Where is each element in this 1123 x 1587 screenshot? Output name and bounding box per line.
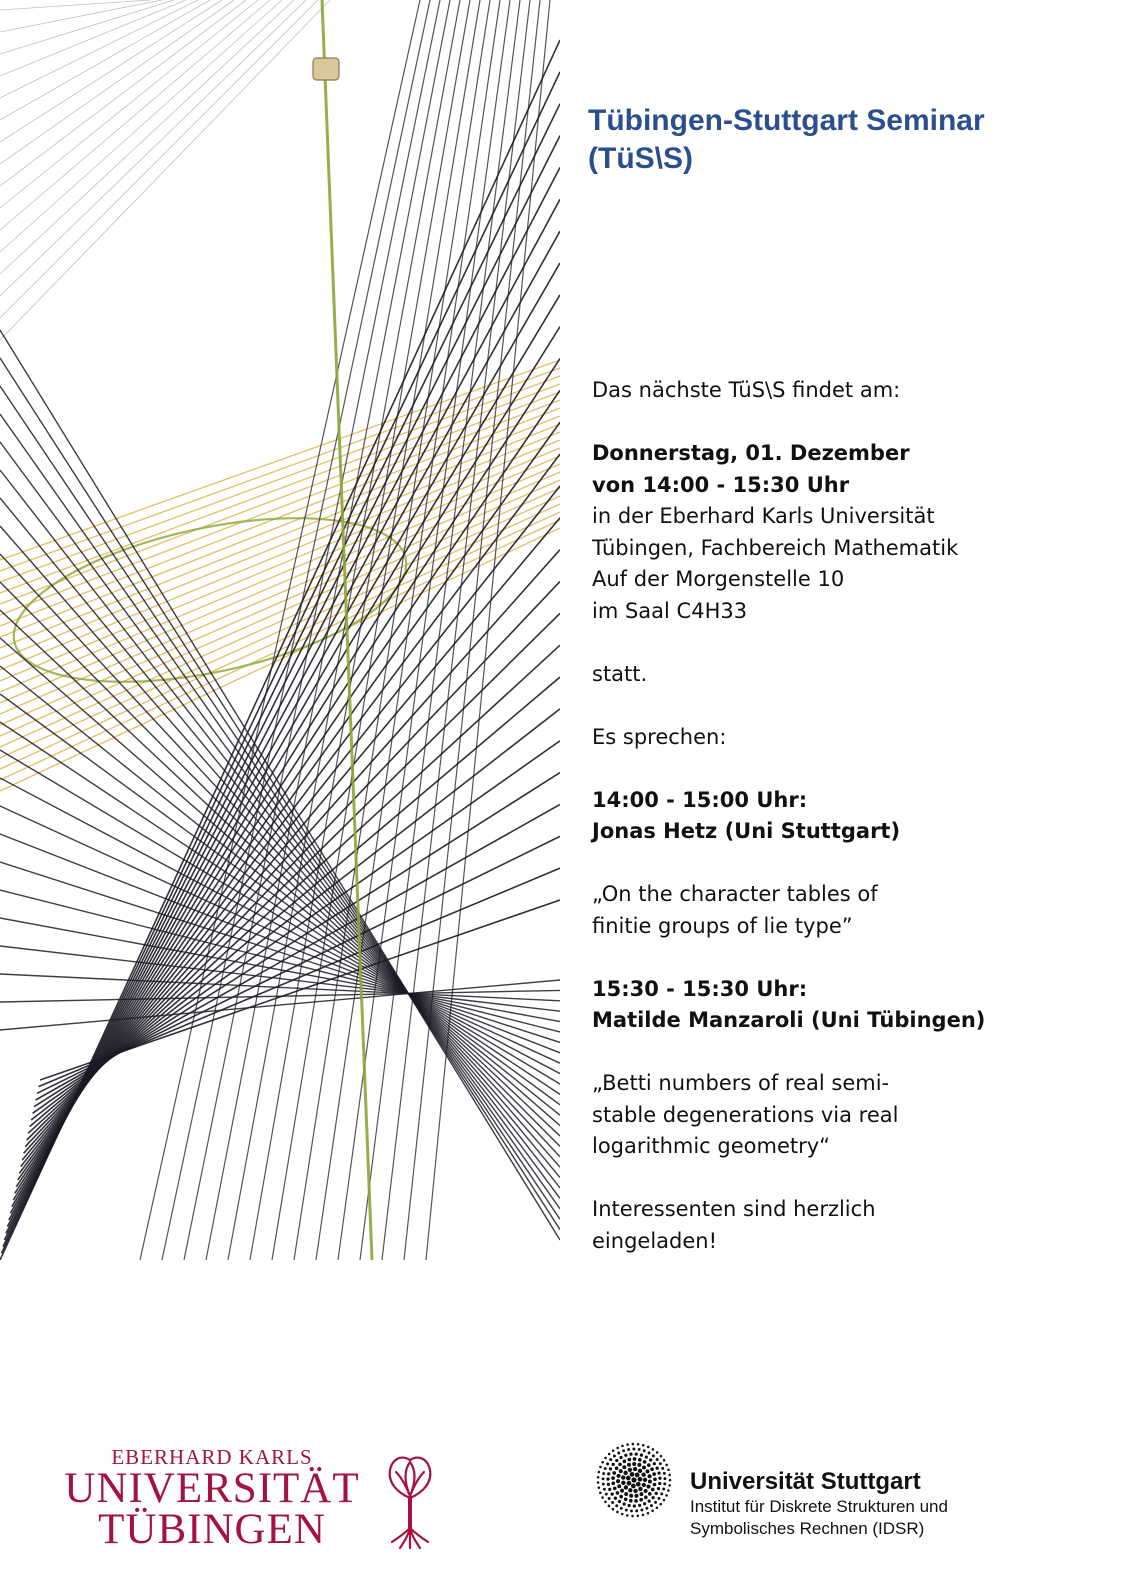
- string-art-photo: [0, 0, 560, 1260]
- intro-text: Das nächste TüS\S findet am:: [592, 378, 901, 402]
- title-line-2: (TüS\S): [588, 142, 693, 175]
- tuebingen-logo-line-2: UNIVERSITÄT: [64, 1465, 360, 1512]
- speakers-intro: Es sprechen:: [592, 724, 727, 749]
- talk1-speaker: Jonas Hetz (Uni Stuttgart): [592, 819, 901, 843]
- stuttgart-institute-line-1: Institut für Diskrete Strukturen und: [690, 1497, 948, 1516]
- talk1-title-line-2: finitie groups of lie type”: [592, 913, 853, 938]
- talk2-title-line-3: logarithmic geometry“: [592, 1134, 831, 1158]
- stuttgart-institute-line-2: Symbolisches Rechnen (IDSR): [690, 1519, 925, 1538]
- location-line-4: im Saal C4H33: [592, 598, 748, 623]
- stuttgart-dot-logo-icon: [594, 1440, 674, 1520]
- title-line-1: Tübingen-Stuttgart Seminar: [588, 104, 985, 137]
- location-line-3: Auf der Morgenstelle 10: [592, 567, 845, 591]
- event-date: Donnerstag, 01. Dezember: [592, 441, 910, 465]
- talk1-time: 14:00 - 15:00 Uhr:: [592, 787, 808, 812]
- talk2-title-line-2: stable degenerations via real: [592, 1102, 899, 1127]
- talk2-speaker: Matilde Manzaroli (Uni Tübingen): [592, 1008, 986, 1032]
- tuebingen-logo-line-1: EBERHARD KARLS: [111, 1445, 313, 1469]
- location-line-2: Tübingen, Fachbereich Mathematik: [592, 535, 959, 560]
- statt-text: statt.: [592, 661, 648, 686]
- closing-line-1: Interessenten sind herzlich: [592, 1197, 876, 1221]
- tuebingen-logo-text: [62, 1445, 362, 1551]
- seminar-title: [588, 102, 1088, 178]
- talk1-title-line-1: „On the character tables of: [592, 882, 878, 906]
- talk2-time: 15:30 - 15:30 Uhr:: [592, 976, 808, 1001]
- location-line-1: in der Eberhard Karls Universität: [592, 504, 935, 528]
- announcement-text: [592, 375, 1092, 1257]
- stuttgart-logo-text: [690, 1468, 948, 1540]
- stuttgart-name: Universität Stuttgart: [690, 1468, 921, 1495]
- tuebingen-logo-line-3: TÜBINGEN: [98, 1506, 326, 1553]
- palm-tree-logo-icon: [382, 1448, 438, 1550]
- event-time: von 14:00 - 15:30 Uhr: [592, 472, 850, 497]
- talk2-title-line-1: „Betti numbers of real semi-: [592, 1071, 890, 1095]
- closing-line-2: eingeladen!: [592, 1228, 717, 1253]
